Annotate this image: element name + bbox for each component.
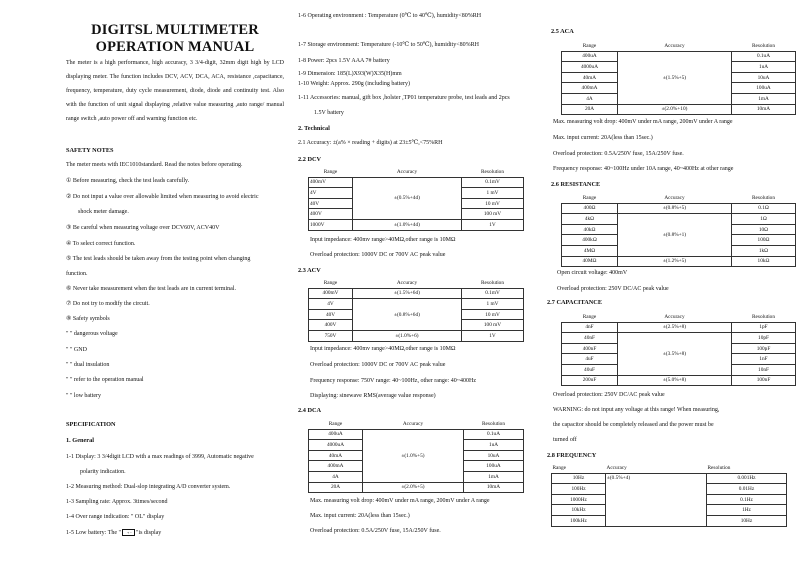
acv-table xyxy=(308,278,524,342)
title-line-2: OPERATION MANUAL xyxy=(95,39,255,55)
resolution-cell: 0.1uA xyxy=(732,51,796,62)
accuracy-cell: ±(0.5%+4d) xyxy=(353,177,462,219)
general-item: 1-6 Operating environment : Temperature (0℃ to 40℃), humidity<80%RH xyxy=(298,13,482,19)
safety-item: ⑥ Never take measurement when the test leads are in current terminal. xyxy=(66,286,236,292)
col-header: Resolution xyxy=(732,193,796,203)
col-header: Resolution xyxy=(732,312,796,322)
accuracy-cell: ±(2.5%+8) xyxy=(618,322,732,333)
dca-note: Max. input current: 20A(less than 15sec.) xyxy=(310,513,410,519)
resolution-cell: 10uA xyxy=(464,450,524,461)
spec-heading: SPECIFICATION xyxy=(66,421,116,428)
range-cell: 400V xyxy=(309,320,353,331)
col-header: Resolution xyxy=(707,463,787,473)
range-cell: 4000uA xyxy=(309,440,363,451)
resolution-cell: 10 mV xyxy=(462,198,524,209)
resolution-cell: 10mA xyxy=(732,104,796,115)
general-heading: 1. General xyxy=(66,437,94,444)
resolution-cell: 1uA xyxy=(464,440,524,451)
range-cell: 400mA xyxy=(562,83,618,94)
range-cell: 40V xyxy=(309,309,353,320)
col-header: Resolution xyxy=(462,278,524,288)
safety-item: ④ To select correct function. xyxy=(66,241,136,247)
col-header: Range xyxy=(309,167,353,177)
range-cell: 400nF xyxy=(562,343,618,354)
dca-table xyxy=(308,419,524,493)
capacitance-table xyxy=(561,312,796,386)
resolution-cell: 0.1Ω xyxy=(732,203,796,214)
resolution-cell: 10nF xyxy=(732,364,796,375)
general-item: 1-11 Accessories: manual, gift box ,holster ,TP01 temperature probe, test leads and 2pcs xyxy=(298,95,510,101)
resolution-cell: 1pF xyxy=(732,322,796,333)
resolution-cell: 100uA xyxy=(464,461,524,472)
resolution-cell: 1 mV xyxy=(462,188,524,199)
col-header: Accuracy xyxy=(606,463,707,473)
range-cell: 4A xyxy=(562,93,618,104)
accuracy-cell: ±(0.8%+6d) xyxy=(353,299,462,331)
dcv-heading: 2.2 DCV xyxy=(298,156,322,163)
range-cell: 1000V xyxy=(309,219,353,230)
range-cell: 400uA xyxy=(309,429,363,440)
range-cell: 4MΩ xyxy=(562,245,618,256)
aca-note: Overload protection: 0.5A/250V fuse, 15A/250V fuse. xyxy=(553,151,684,157)
resolution-cell: 100pF xyxy=(732,343,796,354)
resolution-cell: 1V xyxy=(462,330,524,341)
general-item: 1-10 Weight: Approx. 290g (including battery) xyxy=(298,81,411,87)
range-cell: 200uF xyxy=(562,375,618,386)
general-item: 1-2 Measuring method: Dual-slop integrating A/D converter system. xyxy=(66,484,231,490)
range-cell: 400uA xyxy=(562,51,618,62)
accuracy-cell: ±(1.0%+6) xyxy=(353,330,462,341)
accuracy-cell: ±(1.5%+6d) xyxy=(353,288,462,299)
safety-item: shock meter damage. xyxy=(78,209,129,215)
resolution-cell: 10uA xyxy=(732,72,796,83)
accuracy-cell: ±(1.0%+4d) xyxy=(353,219,462,230)
col-header: Resolution xyxy=(462,167,524,177)
general-item: 1.5V battery xyxy=(314,110,344,116)
resolution-cell: 1nF xyxy=(732,354,796,365)
col-header: Accuracy xyxy=(618,312,732,322)
capacitance-warning: the capacitor should be completely released and the power must be xyxy=(553,422,714,428)
accuracy-cell: ±(1.5%+5) xyxy=(618,51,732,104)
general-item: 1-3 Sampling rate: Approx. 3times/second xyxy=(66,499,168,505)
col-header: Accuracy xyxy=(353,167,462,177)
range-cell: 400V xyxy=(309,209,353,220)
frequency-table xyxy=(551,463,787,527)
resolution-cell: 1V xyxy=(462,219,524,230)
general-item: 1-4 Over range indication: " OL" display xyxy=(66,514,165,520)
resolution-cell: 10pF xyxy=(732,333,796,344)
range-cell: 400mV xyxy=(309,288,353,299)
range-cell: 40mA xyxy=(309,450,363,461)
col-header: Range xyxy=(552,463,606,473)
safety-heading: SAFETY NOTES xyxy=(66,147,114,154)
col-header: Range xyxy=(309,278,353,288)
general-item: polarity indication. xyxy=(80,469,126,475)
general-item: 1-9 Dimension: 185(L)X93(W)X35(H)mm xyxy=(298,71,402,77)
resolution-cell: 1mA xyxy=(732,93,796,104)
symbol-gnd: " " GND xyxy=(66,347,87,353)
aca-note: Max. measuring volt drop: 400mV under mA range, 200mV under A range xyxy=(553,119,733,125)
dcv-table xyxy=(308,167,524,231)
range-cell: 100kHz xyxy=(552,515,606,526)
capacitance-warning: turned off xyxy=(553,437,577,443)
acv-note: Frequency response: 750V range: 40~100Hz, other range: 40~400Hz xyxy=(310,378,477,384)
resolution-cell: 10Ω xyxy=(732,224,796,235)
resolution-cell: 100Ω xyxy=(732,235,796,246)
safety-item: ① Before measuring, check the test leads carefully. xyxy=(66,178,190,184)
range-cell: 40mA xyxy=(562,72,618,83)
range-cell: 40kΩ xyxy=(562,224,618,235)
resolution-cell: 100nF xyxy=(732,375,796,386)
range-cell: 400mV xyxy=(309,177,353,188)
resolution-cell: 0.1Hz xyxy=(707,494,787,505)
aca-note: Max. input current: 20A(less than 15sec.) xyxy=(553,135,653,141)
col-header: Range xyxy=(562,41,618,51)
accuracy-cell: ±(5.0%+8) xyxy=(618,375,732,386)
safety-item: ⑧ Safety symbols xyxy=(66,316,110,322)
range-cell: 40MΩ xyxy=(562,256,618,267)
resolution-cell: 0.1uA xyxy=(464,429,524,440)
resolution-cell: 0.01Hz xyxy=(707,484,787,495)
col-header: Accuracy xyxy=(618,193,732,203)
resolution-cell: 1mA xyxy=(464,471,524,482)
safety-intro: The meter meets with IEC1010standard. Read the notes before operating. xyxy=(66,162,243,168)
technical-accuracy: 2.1 Accuracy: ±(a% × reading + digits) at 23±5℃,<75%RH xyxy=(298,140,443,146)
general-item: 1-7 Storage environment: Temperature (-10℃ to 50℃), humidity<80%RH xyxy=(298,42,479,48)
range-cell: 750V xyxy=(309,330,353,341)
dca-heading: 2.4 DCA xyxy=(298,407,322,414)
accuracy-cell: ±(1.2%+5) xyxy=(618,256,732,267)
aca-heading: 2.5 ACA xyxy=(551,28,574,35)
safety-item: ⑤ The test leads should be taken away from the testing point when changing xyxy=(66,256,251,262)
symbol-low-battery: " " low battery xyxy=(66,393,102,399)
symbol-dual-insulation: " " dual insulation xyxy=(66,362,110,368)
range-cell: 400Ω xyxy=(562,203,618,214)
resolution-cell: 1Hz xyxy=(707,505,787,516)
capacitance-heading: 2.7 CAPACITANCE xyxy=(547,299,603,306)
range-cell: 40V xyxy=(309,198,353,209)
dca-note: Overload protection: 0.5A/250V fuse, 15A/250V fuse. xyxy=(310,528,441,534)
range-cell: 4A xyxy=(309,471,363,482)
general-item: 1-8 Power: 2pcs 1.5V AAA 7# battery xyxy=(298,58,390,64)
resolution-cell: 10mA xyxy=(464,482,524,493)
col-header: Accuracy xyxy=(353,278,462,288)
col-header: Range xyxy=(309,419,363,429)
acv-heading: 2.3 ACV xyxy=(298,267,321,274)
capacitance-warning: WARNING: do not input any voltage at this range! When measuring, xyxy=(553,407,720,413)
accuracy-cell: ±(0.8%+5) xyxy=(618,203,732,214)
resistance-note: Overload protection: 250V DC/AC peak value xyxy=(557,286,669,292)
resolution-cell: 10 mV xyxy=(462,309,524,320)
safety-item: ② Do not input a value over allowable limited when measuring to avoid electric xyxy=(66,194,259,200)
col-header: Range xyxy=(562,312,618,322)
resolution-cell: 10Hz xyxy=(707,515,787,526)
accuracy-cell: ±(2.0%+10) xyxy=(618,104,732,115)
resolution-cell: 0.001Hz xyxy=(707,473,787,484)
resistance-note: Open circuit voltage: 400mV xyxy=(557,270,628,276)
accuracy-cell: ±(0.8%+1) xyxy=(618,214,732,256)
capacitance-note: Overload protection: 250V DC/AC peak value xyxy=(553,392,665,398)
general-item: 1-5 Low battery: The " + - "is display xyxy=(66,529,162,536)
frequency-heading: 2.8 FREQUENCY xyxy=(547,452,597,459)
resistance-table xyxy=(561,193,796,267)
dca-note: Max. measuring volt drop: 400mV under mA range, 200mV under A range xyxy=(310,498,490,504)
range-cell: 10Hz xyxy=(552,473,606,484)
acv-note: Overload protection: 1000V DC or 700V AC peak value xyxy=(310,362,446,368)
resolution-cell: 100uA xyxy=(732,83,796,94)
range-cell: 1000Hz xyxy=(552,494,606,505)
col-header: Accuracy xyxy=(363,419,464,429)
range-cell: 4kΩ xyxy=(562,214,618,225)
acv-note: Displaying: sinewave RMS(average value response) xyxy=(310,393,436,399)
aca-table xyxy=(561,41,796,115)
title-line-1: DIGITSL MULTIMETER xyxy=(91,22,259,38)
range-cell: 4V xyxy=(309,299,353,310)
range-cell: 10kHz xyxy=(552,505,606,516)
col-header: Range xyxy=(562,193,618,203)
safety-item: ⑦ Do not try to modify the circuit. xyxy=(66,301,150,307)
resolution-cell: 100 mV xyxy=(462,209,524,220)
resolution-cell: 1uA xyxy=(732,62,796,73)
general-item: 1-1 Display: 3 3/4digit LCD with a max readings of 3999, Automatic negative xyxy=(66,454,254,460)
intro-paragraph: The meter is a high performance, high accuracy, 3 3/4-digit, 32mm digit high by LCD displaying meter. The function includes DCV, ACV, DCA, ACA, resistance ,capacitance, frequency, temperature, duty cycle measurement, diode, diode and continuity test. Also with the function of unit signal displaying ,relative value measuring ,auto range/ manual range switch ,auto power off and warning function etc. xyxy=(66,60,284,122)
battery-icon: + - xyxy=(122,529,135,536)
accuracy-cell: ±(2.0%+5) xyxy=(363,482,464,493)
range-cell: 40nF xyxy=(562,333,618,344)
resolution-cell: 1 mV xyxy=(462,299,524,310)
resolution-cell: 1Ω xyxy=(732,214,796,225)
range-cell: 4nF xyxy=(562,322,618,333)
dcv-note: Input impedance: 400mv range>40MΩ,other range is 10MΩ xyxy=(310,237,456,243)
range-cell: 100Hz xyxy=(552,484,606,495)
symbol-dangerous-voltage: " " dangerous voltage xyxy=(66,331,118,337)
safety-item: function. xyxy=(66,271,88,277)
aca-note: Frequency response: 40~100Hz under 10A range, 40~400Hz at other range xyxy=(553,166,734,172)
technical-heading: 2. Technical xyxy=(298,125,330,132)
safety-item: ③ Be careful when measuring voltage over DCV60V, ACV40V xyxy=(66,225,220,231)
range-cell: 20A xyxy=(309,482,363,493)
accuracy-cell: ±(3.5%+8) xyxy=(618,333,732,375)
resolution-cell: 0.1mV xyxy=(462,177,524,188)
acv-note: Input impedance: 400mv range>40MΩ,other range is 10MΩ xyxy=(310,346,456,352)
range-cell: 4000uA xyxy=(562,62,618,73)
col-header: Accuracy xyxy=(618,41,732,51)
resolution-cell: 0.1mV xyxy=(462,288,524,299)
resolution-cell: 100 mV xyxy=(462,320,524,331)
resolution-cell: 10kΩ xyxy=(732,256,796,267)
range-cell: 400mA xyxy=(309,461,363,472)
range-cell: 4uF xyxy=(562,354,618,365)
accuracy-cell: ±(0.5%+4) xyxy=(606,473,707,526)
col-header: Resolution xyxy=(464,419,524,429)
resistance-heading: 2.6 RESISTANCE xyxy=(551,181,601,188)
range-cell: 40uF xyxy=(562,364,618,375)
resolution-cell: 1kΩ xyxy=(732,245,796,256)
range-cell: 400kΩ xyxy=(562,235,618,246)
col-header: Resolution xyxy=(732,41,796,51)
range-cell: 20A xyxy=(562,104,618,115)
dcv-note: Overload protection: 1000V DC or 700V AC peak value xyxy=(310,252,446,258)
range-cell: 4V xyxy=(309,188,353,199)
accuracy-cell: ±(1.0%+5) xyxy=(363,429,464,482)
symbol-refer-manual: " " refer to the operation manual xyxy=(66,377,144,383)
